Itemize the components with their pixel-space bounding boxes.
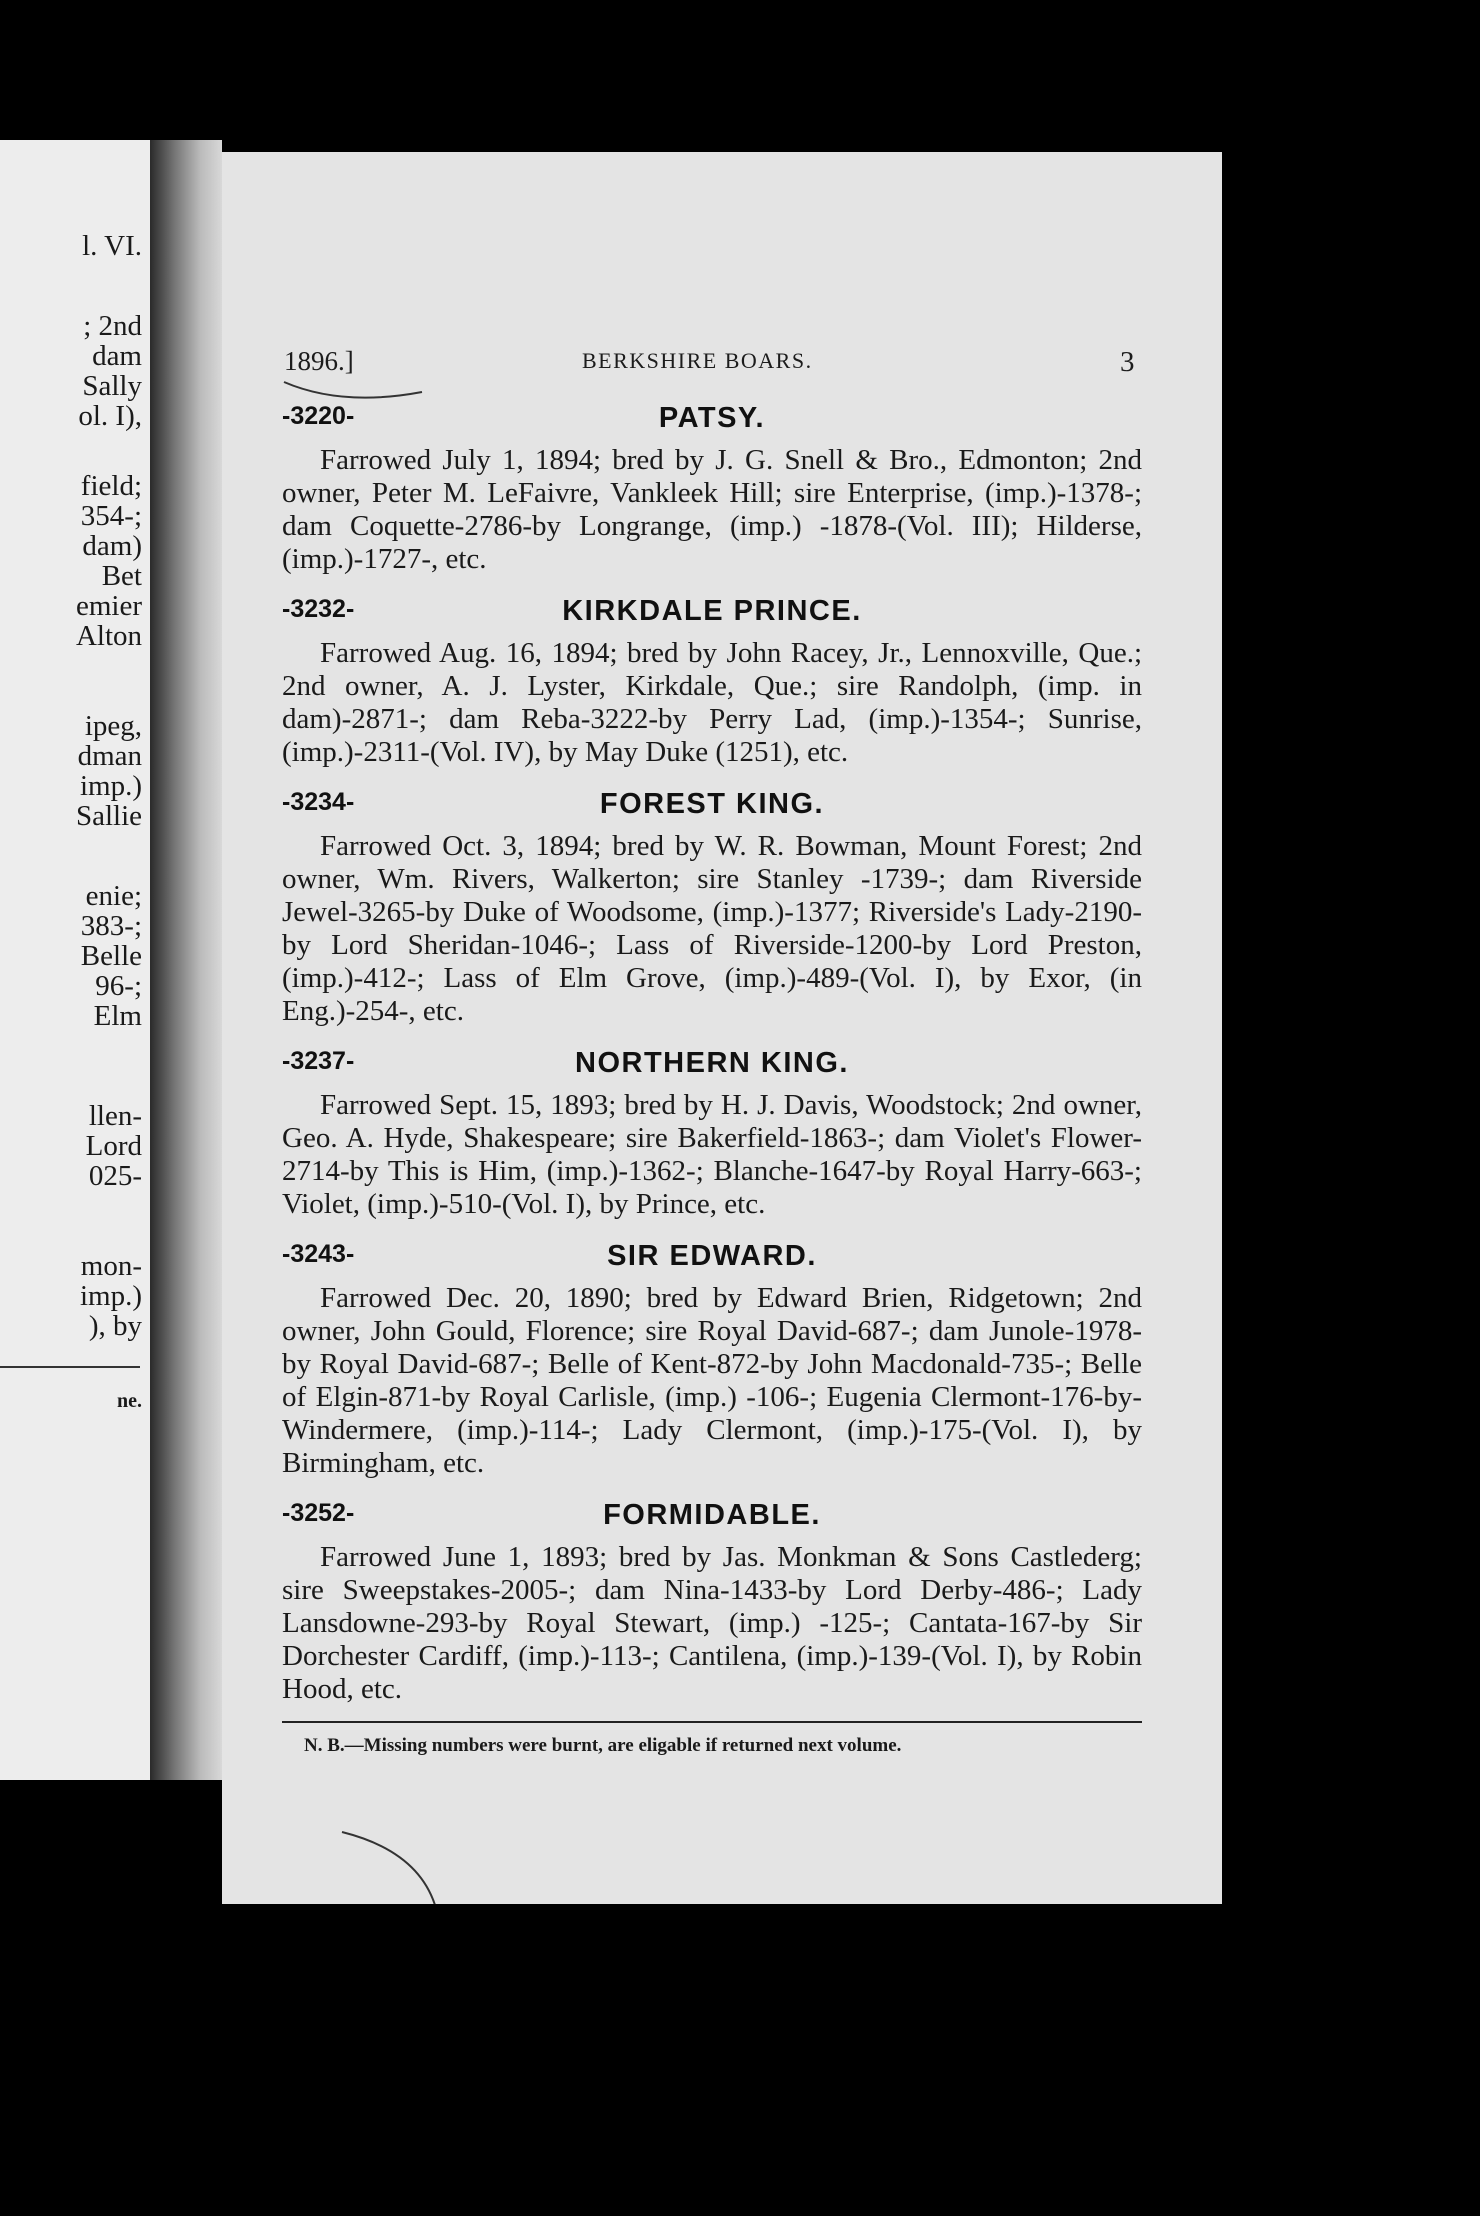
footnote-rule — [282, 1721, 1142, 1723]
entry-text: Farrowed Sept. 15, 1893; bred by H. J. Davis, Woodstock; 2nd owner, Geo. A. Hyde, Shakespeare; sire Bakerfield-1863-; dam Violet's Flower-2714-by This is Him, (imp.)-1362-; Blanche-1647-by Royal Harry-663-; Violet, (imp.)-510-(Vol. I), by Prince, etc. — [282, 1089, 1142, 1220]
fragment-line: Sally — [82, 370, 142, 402]
entry-name: SIR EDWARD. — [607, 1240, 817, 1272]
entry-header — [282, 398, 1142, 444]
fragment-line: llen- — [88, 1100, 142, 1132]
entry-number: -3234- — [282, 788, 355, 816]
fragment-line: dam — [92, 340, 142, 372]
fragment-line: Belle — [80, 940, 142, 972]
pedigree-entry — [282, 1043, 1142, 1221]
entry-header — [282, 784, 1142, 830]
entry-name: KIRKDALE PRINCE. — [562, 595, 862, 627]
pedigree-entry — [282, 1495, 1142, 1706]
pedigree-entry — [282, 1236, 1142, 1480]
fragment-line: emier — [75, 590, 142, 622]
fragment-line: ol. I), — [78, 400, 142, 432]
entry-number: -3252- — [282, 1499, 355, 1527]
fragment-line: ; 2nd — [83, 310, 142, 342]
pedigree-entry — [282, 591, 1142, 769]
entry-number: -3237- — [282, 1047, 355, 1075]
fragment-line: mon- — [80, 1250, 142, 1282]
fragment-line: 354-; — [80, 500, 142, 532]
entry-text: Farrowed Dec. 20, 1890; bred by Edward Brien, Ridgetown; 2nd owner, John Gould, Florence; sire Royal David-687-; dam Junole-1978-by Royal David-687-; Belle of Kent-872-by John Macdonald-735-; Belle of Elgin-871-by Royal Carlisle, (imp.) -106-; Eugenia Clermont-176-by-Windermere, (imp.)-114-; Lady Clermont, (imp.)-175-(Vol. I), by Birmingham, etc. — [282, 1282, 1142, 1479]
page-number: 3 — [1120, 346, 1135, 378]
footnote: N. B.—Missing numbers were burnt, are eligable if returned next volume. — [304, 1735, 902, 1756]
entry-header — [282, 1236, 1142, 1282]
fragment-line: dman — [77, 740, 142, 772]
fragment-line: enie; — [85, 880, 142, 912]
fragment-rule — [0, 1366, 140, 1368]
running-head-title: BERKSHIRE BOARS. — [582, 348, 813, 373]
entry-text: Farrowed June 1, 1893; bred by Jas. Monkman & Sons Castlederg; sire Sweepstakes-2005-; dam Nina-1433-by Lord Derby-486-; Lady Lansdowne-293-by Royal Stewart, (imp.) -125-; Cantata-167-by Sir Dorchester Cardiff, (imp.)-113-; Cantilena, (imp.)-139-(Vol. I), by Robin Hood, etc. — [282, 1541, 1142, 1705]
entry-name: FORMIDABLE. — [603, 1499, 821, 1531]
fragment-line: field; — [80, 470, 142, 502]
book-gutter — [150, 140, 222, 1780]
scan-border — [0, 1904, 1480, 2216]
fragment-line: imp.) — [79, 770, 142, 802]
fragment-line: ne. — [117, 1390, 142, 1412]
pedigree-entry — [282, 784, 1142, 1028]
fragment-line: imp.) — [79, 1280, 142, 1312]
fragment-line: 96-; — [95, 970, 142, 1002]
entry-text: Farrowed July 1, 1894; bred by J. G. Snell & Bro., Edmonton; 2nd owner, Peter M. LeFaivre, Vankleek Hill; sire Enterprise, (imp.)-1378-; dam Coquette-2786-by Longrange, (imp.) -1878-(Vol. III); Hilderse, (imp.)-1727-, etc. — [282, 444, 1142, 575]
previous-page-fragment — [0, 140, 150, 1780]
fragment-line: Elm — [93, 1000, 142, 1032]
fragment-line: Alton — [75, 620, 142, 652]
running-head — [222, 346, 1222, 386]
entry-header — [282, 1043, 1142, 1089]
fragment-line: ), by — [88, 1310, 142, 1342]
entry-number: -3232- — [282, 595, 355, 623]
fragment-line: Bet — [101, 560, 142, 592]
entry-name: FOREST KING. — [599, 788, 825, 820]
fragment-line: ipeg, — [84, 710, 142, 742]
entry-header — [282, 591, 1142, 637]
pedigree-entry — [282, 398, 1142, 576]
fragment-line: Lord — [85, 1130, 142, 1162]
entry-number: -3220- — [282, 402, 355, 430]
fragment-line: Sallie — [75, 800, 142, 832]
fragment-line: 383-; — [80, 910, 142, 942]
entry-name: PATSY. — [658, 402, 766, 434]
entries-list — [282, 398, 1142, 1757]
running-head-year: 1896.] — [284, 346, 354, 376]
fragment-line: 025- — [88, 1160, 142, 1192]
entry-name: NORTHERN KING. — [575, 1047, 849, 1079]
entry-header — [282, 1495, 1142, 1541]
fragment-line: dam) — [82, 530, 142, 562]
entry-number: -3243- — [282, 1240, 355, 1268]
book-page — [222, 152, 1222, 1904]
entry-text: Farrowed Aug. 16, 1894; bred by John Racey, Jr., Lennoxville, Que.; 2nd owner, A. J. Lyster, Kirkdale, Que.; sire Randolph, (imp. in dam)-2871-; dam Reba-3222-by Perry Lad, (imp.)-1354-; Sunrise, (imp.)-2311-(Vol. IV), by May Duke (1251), etc. — [282, 637, 1142, 768]
entry-text: Farrowed Oct. 3, 1894; bred by W. R. Bowman, Mount Forest; 2nd owner, Wm. Rivers, Walkerton; sire Stanley -1739-; dam Riverside Jewel-3265-by Duke of Woodsome, (imp.)-1377; Riverside's Lady-2190-by Lord Sheridan-1046-; Lass of Riverside-1200-by Lord Preston, (imp.)-412-; Lass of Elm Grove, (imp.)-489-(Vol. I), by Exor, (in Eng.)-254-, etc. — [282, 830, 1142, 1027]
fragment-line: l. VI. — [82, 230, 142, 262]
